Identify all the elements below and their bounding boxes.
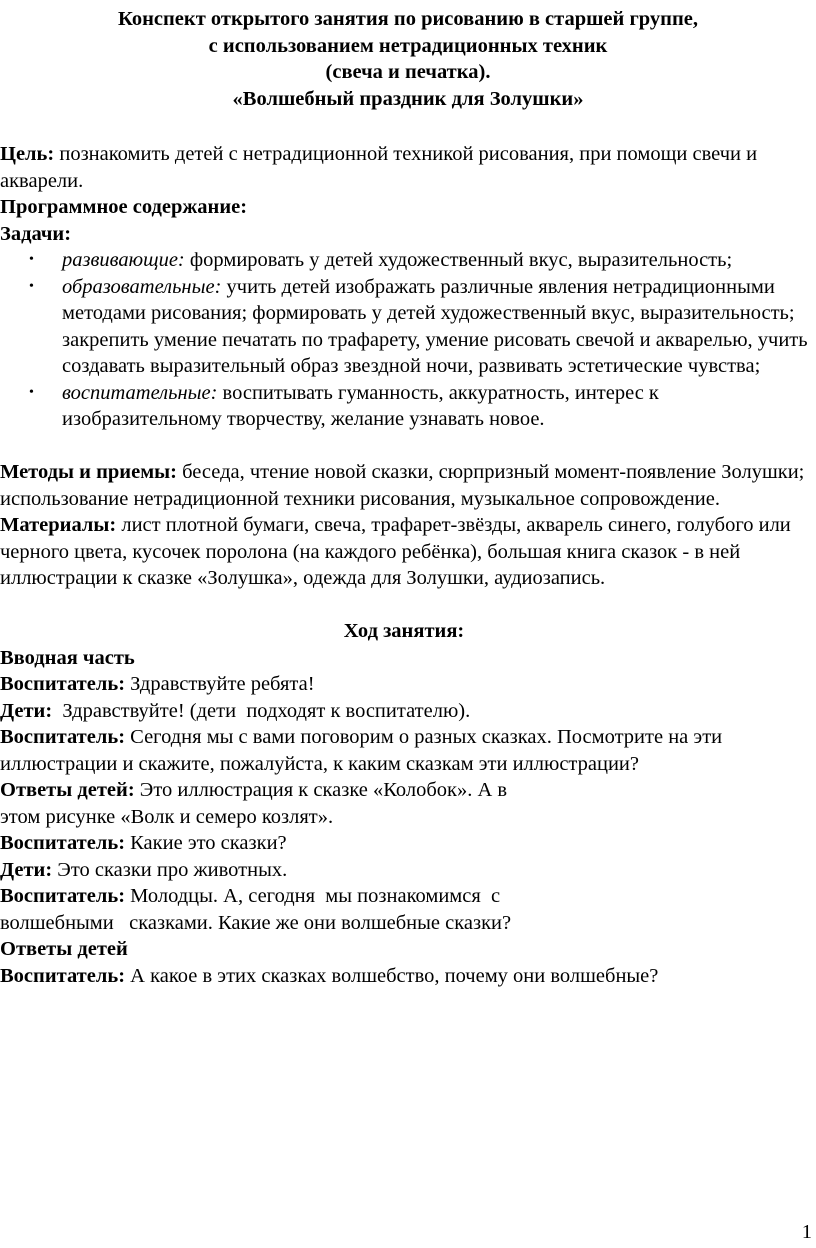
dialogue-line-continued: волшебными сказками. Какие же они волшебные сказки? xyxy=(0,911,512,934)
methods-text: беседа, чтение новой сказки, сюрпризный момент-появление Золушки; использование нетрадиционной техники рисования, музыкальное сопровождение. xyxy=(0,461,805,510)
task-extra-text: закрепить умение печатать по трафарету, умение рисовать свечой и акварелью, учить создавать выразительный образ звездной ночи, развивать эстетические чувства; xyxy=(62,328,808,377)
speech-text: Это иллюстрация к сказке «Колобок». А в xyxy=(134,779,508,801)
speech-text: Здравствуйте ребята! xyxy=(125,673,315,695)
title-line-1: Конспект открытого занятия по рисованию в старшей группе, xyxy=(117,8,699,30)
goal-text: познакомить детей с нетрадиционной техникой рисования, при помощи свечи и акварели. xyxy=(0,143,758,192)
speaker-label: Ответы детей: xyxy=(0,779,135,801)
title-line-2: с использованием нетрадиционных техник xyxy=(208,34,608,57)
goal-label: Цель: xyxy=(0,143,55,165)
task-item-educational xyxy=(0,274,808,380)
dialogue-line xyxy=(0,830,808,857)
dialogue-line xyxy=(0,724,808,777)
materials-text: лист плотной бумаги, свеча, трафарет-звёзды, акварель синего, голубого или черного цвета, кусочек поролона (на каждого ребёнка), большая книга сказок - в ней иллюстрации к сказке «Золушка», одежда для Золушки, аудиозапись. xyxy=(0,514,791,589)
dialogue-line xyxy=(0,883,808,910)
speech-text: Молодцы. А, сегодня мы познакомимся с xyxy=(125,885,501,907)
goal-paragraph xyxy=(0,141,808,194)
dialogue-line xyxy=(0,698,808,725)
page-number: 1 xyxy=(801,1221,812,1243)
speaker-label: Дети: xyxy=(0,699,53,722)
tasks-label: Задачи: xyxy=(0,222,72,245)
dialogue-line xyxy=(0,857,808,884)
speaker-label: Воспитатель: xyxy=(0,832,126,854)
methods-label: Методы и приемы: xyxy=(0,461,177,483)
dialogue-line xyxy=(0,777,808,804)
task-label: воспитательные: xyxy=(62,381,218,404)
materials-paragraph xyxy=(0,512,808,592)
program-content-label: Программное содержание: xyxy=(0,196,248,218)
speaker-label: Воспитатель: xyxy=(0,726,126,748)
task-text: учить детей изображать различные явления нетрадиционными методами рисования; формировать у детей художественный вкус, выразительность; xyxy=(62,275,795,324)
materials-label: Материалы: xyxy=(0,514,117,536)
speech-text: А какое в этих сказках волшебство, почему они волшебные? xyxy=(125,964,659,987)
task-text: формировать у детей художественный вкус, выразительность; xyxy=(184,249,733,271)
dialogue-line xyxy=(0,963,808,990)
title-line-4: «Волшебный праздник для Золушки» xyxy=(232,87,584,110)
task-item-upbringing xyxy=(0,380,808,433)
speaker-label: Воспитатель: xyxy=(0,964,126,987)
intro-heading: Вводная часть xyxy=(0,646,135,669)
task-label: образовательные: xyxy=(62,275,222,298)
task-item-developing xyxy=(0,247,808,274)
blank-line xyxy=(0,433,808,460)
blank-line xyxy=(0,592,808,619)
speech-text: Какие это сказки? xyxy=(125,832,287,854)
speech-text: Сегодня мы с вами поговорим о разных сказках. Посмотрите на эти иллюстрации и скажите, пожалуйста, к каким сказкам эти иллюстрации? xyxy=(0,726,723,775)
speaker-label: Воспитатель: xyxy=(0,673,126,695)
document-body xyxy=(0,141,808,989)
title-line-3: (свеча и печатка). xyxy=(325,61,491,83)
dialogue-line xyxy=(0,936,808,963)
document-title xyxy=(0,6,816,112)
task-text: воспитывать гуманность, аккуратность, интерес к изобразительному творчеству, желание узнавать новое. xyxy=(62,381,659,430)
dialogue-line xyxy=(0,671,808,698)
methods-paragraph xyxy=(0,459,808,512)
dialogue-line-continued: этом рисунке «Волк и семеро козлят». xyxy=(0,805,334,828)
task-label: развивающие: xyxy=(62,249,185,271)
course-heading: Ход занятия: xyxy=(343,620,465,642)
speech-text: Здравствуйте! (дети подходят к воспитателю). xyxy=(52,699,471,722)
speech-text: Это сказки про животных. xyxy=(52,858,288,881)
tasks-list xyxy=(0,247,808,433)
speaker-label: Ответы детей xyxy=(0,938,128,960)
speaker-label: Дети: xyxy=(0,858,53,881)
speaker-label: Воспитатель: xyxy=(0,885,126,907)
